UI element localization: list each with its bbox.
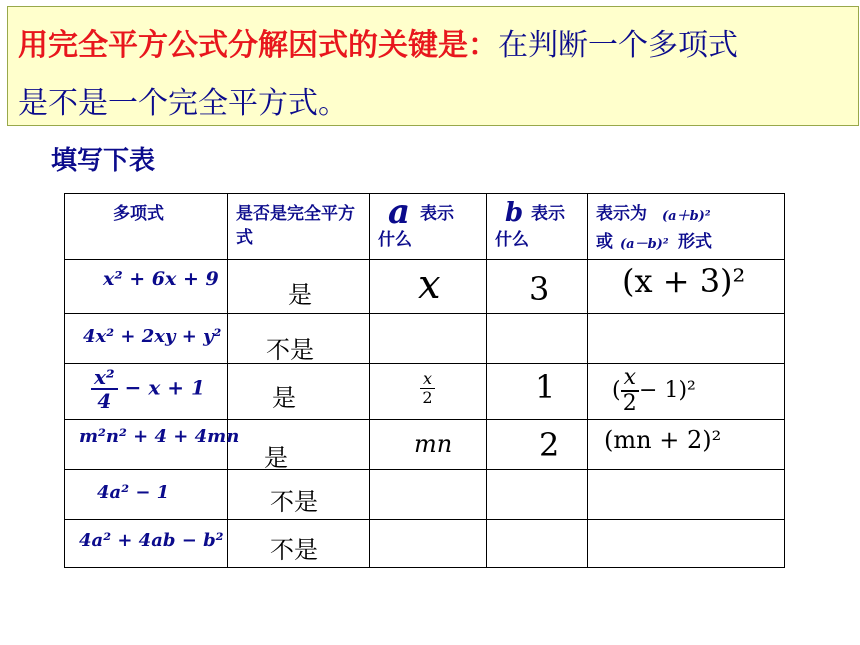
- poly-cell: 4a² + 4ab − b²: [65, 520, 228, 568]
- fill-table-label: 填写下表: [51, 146, 156, 176]
- table-row: [65, 420, 785, 470]
- header-polynomial: 多项式: [65, 194, 228, 260]
- header-form: 表示为 (a＋b)² 或 (a－b)² 形式: [588, 194, 785, 260]
- b-cell: [487, 520, 588, 568]
- form-cell: [588, 520, 785, 568]
- poly-fraction: $\frac{\text{x²}}{4}$: [91, 366, 118, 412]
- header-b: b 表示 什么: [487, 194, 588, 260]
- a-cell: x: [370, 260, 487, 314]
- header-is-square: 是否是完全平方式: [228, 194, 370, 260]
- is-square-cell: 是: [228, 364, 370, 420]
- form-cell: [588, 470, 785, 520]
- b-cell: 2: [487, 420, 588, 470]
- b-cell: 3: [487, 260, 588, 314]
- a-cell: [370, 364, 487, 420]
- intro-text-line2: 是不是一个完全平方式。: [18, 86, 348, 121]
- a-cell: mn: [370, 420, 487, 470]
- is-square-cell: 不是: [228, 520, 370, 568]
- is-square-cell: 是: [228, 260, 370, 314]
- poly-cell: m²n² + 4 + 4mn: [65, 420, 228, 470]
- a-cell: [370, 314, 487, 364]
- header-row: [65, 194, 785, 260]
- is-square-cell: 是: [228, 420, 370, 470]
- form-cell: [588, 314, 785, 364]
- form-fraction: $\frac{x}{2}$: [621, 366, 639, 416]
- form-cell: (x + 3)²: [588, 260, 785, 314]
- a-cell: [370, 470, 487, 520]
- form-cell: (mn + 2)²: [588, 420, 785, 470]
- poly-cell: 4a² − 1: [65, 470, 228, 520]
- is-square-cell: 不是: [228, 314, 370, 364]
- is-square-cell: 不是: [228, 470, 370, 520]
- a-fraction: $\frac{x}{2}$: [420, 370, 435, 406]
- b-cell: 1: [487, 364, 588, 420]
- table-row: [65, 260, 785, 314]
- key-phrase: 用完全平方公式分解因式的关键是：: [18, 28, 498, 63]
- poly-cell: $\frac{\text{x²}}{4}$ − x + 1: [65, 364, 228, 420]
- b-cell: [487, 314, 588, 364]
- intro-text-line1: 在判断一个多项式: [498, 28, 738, 63]
- table-row: [65, 470, 785, 520]
- poly-cell: x² + 6x + 9: [65, 260, 228, 314]
- table-row: [65, 364, 785, 420]
- intro-box: [7, 6, 859, 126]
- form-cell: ( $\frac{x}{2}$ − 1)²: [588, 364, 785, 420]
- b-cell: [487, 470, 588, 520]
- a-cell: [370, 520, 487, 568]
- header-a: a 表示 什么: [370, 194, 487, 260]
- table-row: [65, 314, 785, 364]
- table-row: [65, 520, 785, 568]
- poly-cell: 4x² + 2xy + y²: [65, 314, 228, 364]
- factoring-table: [64, 193, 785, 568]
